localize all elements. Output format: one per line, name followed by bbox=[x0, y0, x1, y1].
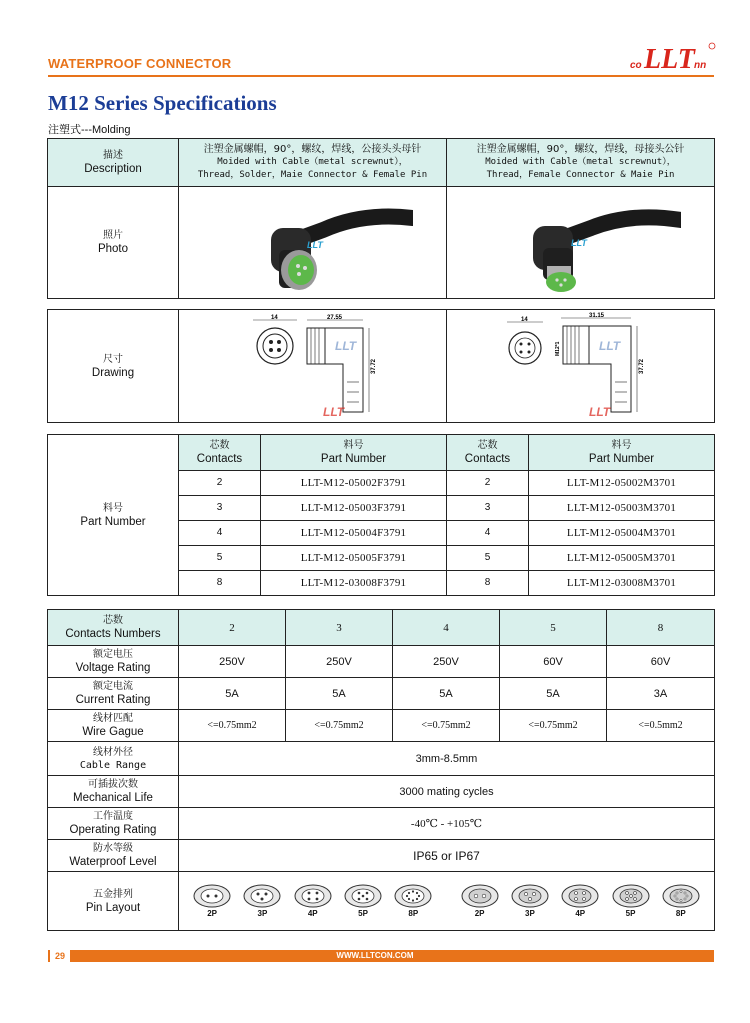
spec-value: <=0.75mm2 bbox=[500, 710, 607, 742]
svg-text:14: 14 bbox=[270, 315, 278, 321]
header-divider bbox=[48, 75, 714, 77]
spec-row-pins bbox=[48, 872, 715, 931]
brand-logo bbox=[628, 38, 718, 74]
contacts-cell: 2 bbox=[179, 471, 261, 496]
svg-text:27.55: 27.55 bbox=[326, 315, 342, 321]
part-number-cell: LLT-M12-03008M3701 bbox=[529, 571, 715, 596]
drawing-male bbox=[447, 310, 715, 423]
part-number-table bbox=[47, 434, 715, 596]
svg-text:co: co bbox=[630, 60, 642, 71]
spec-value: 5A bbox=[500, 678, 607, 710]
part-number-label: 料号 Part Number bbox=[48, 435, 179, 596]
spec-label: 五金排列 Pin Layout bbox=[48, 872, 179, 931]
spec-row-waterproof bbox=[48, 840, 715, 872]
part-number-cell: LLT-M12-05004M3701 bbox=[529, 521, 715, 546]
contacts-cell: 2 bbox=[447, 471, 529, 496]
spec-value: 3A bbox=[607, 678, 715, 710]
contacts-cell: 5 bbox=[447, 546, 529, 571]
part-number-cell: LLT-M12-05005M3701 bbox=[529, 546, 715, 571]
spec-label: 额定电流 Current Rating bbox=[48, 678, 179, 710]
spec-value: 5A bbox=[179, 678, 286, 710]
spec-label: 可插拔次数 Mechanical Life bbox=[48, 776, 179, 808]
part-number-cell: LLT-M12-05002F3791 bbox=[261, 471, 447, 496]
description-label: 描述 Description bbox=[48, 139, 179, 187]
page-title: M12 Series Specifications bbox=[48, 91, 277, 115]
spec-value: 5A bbox=[286, 678, 393, 710]
part-number-cell: LLT-M12-05002M3701 bbox=[529, 471, 715, 496]
spec-row-temp bbox=[48, 808, 715, 840]
pin-layout-item: 4P bbox=[558, 883, 602, 919]
svg-text:LLT: LLT bbox=[306, 239, 323, 250]
pn-header-right: 料号 Part Number bbox=[529, 435, 715, 471]
spec-value: 250V bbox=[179, 646, 286, 678]
drawing-table bbox=[47, 309, 715, 423]
pin-layout-item: 5P bbox=[341, 883, 385, 919]
spec-label: 线材匹配 Wire Gague bbox=[48, 710, 179, 742]
part-number-cell: LLT-M12-05004F3791 bbox=[261, 521, 447, 546]
contacts-cell: 5 bbox=[179, 546, 261, 571]
spec-row-life bbox=[48, 776, 715, 808]
svg-text:LLT: LLT bbox=[588, 405, 610, 419]
spec-value: <=0.75mm2 bbox=[286, 710, 393, 742]
svg-text:37.72: 37.72 bbox=[638, 358, 645, 374]
spec-label: 防水等级 Waterproof Level bbox=[48, 840, 179, 872]
spec-value: 250V bbox=[393, 646, 500, 678]
part-number-cell: LLT-M12-05003F3791 bbox=[261, 496, 447, 521]
drawing-female bbox=[179, 310, 447, 423]
spec-value: IP65 or IP67 bbox=[179, 840, 715, 872]
pin-layout-item: 2P bbox=[190, 883, 234, 919]
photo-male-connector bbox=[447, 187, 715, 299]
spec-row-current bbox=[48, 678, 715, 710]
spec-row-wire bbox=[48, 710, 715, 742]
pn-header-left: 料号 Part Number bbox=[261, 435, 447, 471]
part-number-cell: LLT-M12-03008F3791 bbox=[261, 571, 447, 596]
spec-label: 工作温度 Operating Rating bbox=[48, 808, 179, 840]
svg-text:LLT: LLT bbox=[644, 44, 695, 74]
part-number-cell: LLT-M12-05005F3791 bbox=[261, 546, 447, 571]
contacts-cell: 3 bbox=[447, 496, 529, 521]
photo-female-connector bbox=[179, 187, 447, 299]
section-title: WATERPROOF CONNECTOR bbox=[48, 56, 232, 71]
contacts-cell: 4 bbox=[179, 521, 261, 546]
contacts-cell: 8 bbox=[179, 571, 261, 596]
pin-layout-female bbox=[179, 883, 447, 919]
svg-text:nn: nn bbox=[694, 60, 707, 71]
spec-row-cable bbox=[48, 742, 715, 776]
spec-label: 芯数 Contacts Numbers bbox=[48, 610, 179, 646]
contacts-header-right: 芯数 Contacts bbox=[447, 435, 529, 471]
spec-value: 3000 mating cycles bbox=[179, 776, 715, 808]
svg-text:LLT: LLT bbox=[322, 405, 344, 419]
svg-text:LLT: LLT bbox=[334, 339, 356, 353]
pin-layout-item: 4P bbox=[291, 883, 335, 919]
spec-value: 5 bbox=[500, 610, 607, 646]
pin-layout-cell bbox=[179, 872, 715, 931]
description-right: 注塑金属螺帽，90°，螺纹，焊线，母接头公针 Moided with Cable（metal screwnut）， Thread，Female Connector & Maie Pin bbox=[447, 139, 715, 187]
spec-value: 250V bbox=[286, 646, 393, 678]
footer-url[interactable]: WWW.LLTCON.COM bbox=[336, 951, 414, 960]
contacts-cell: 8 bbox=[447, 571, 529, 596]
pin-layout-item: 8P bbox=[391, 883, 435, 919]
spec-row-contacts bbox=[48, 610, 715, 646]
photo-label: 照片 Photo bbox=[48, 187, 179, 299]
description-left: 注塑金属螺帽，90°，螺纹，焊线，公接头头母针 Moided with Cable（metal screwnut）， Thread，Solder，Maie Connector & Female Pin bbox=[179, 139, 447, 187]
spec-value: 4 bbox=[393, 610, 500, 646]
svg-text:LLT: LLT bbox=[598, 339, 620, 353]
spec-value: 3mm-8.5mm bbox=[179, 742, 715, 776]
contacts-cell: 3 bbox=[179, 496, 261, 521]
description-table bbox=[47, 138, 715, 299]
svg-text:14: 14 bbox=[520, 317, 528, 323]
pin-layout-item: 2P bbox=[458, 883, 502, 919]
contacts-cell: 4 bbox=[447, 521, 529, 546]
svg-text:37.72: 37.72 bbox=[370, 358, 377, 374]
svg-text:31.15: 31.15 bbox=[588, 313, 604, 319]
spec-label: 额定电压 Voltage Rating bbox=[48, 646, 179, 678]
page-number: 29 bbox=[50, 950, 70, 962]
spec-value: <=0.75mm2 bbox=[179, 710, 286, 742]
spec-value: 3 bbox=[286, 610, 393, 646]
pin-layout-male bbox=[447, 883, 715, 919]
spec-value: 5A bbox=[393, 678, 500, 710]
spec-label: 线材外径 Cable Range bbox=[48, 742, 179, 776]
svg-text:LLT: LLT bbox=[570, 237, 587, 248]
spec-value: <=0.75mm2 bbox=[393, 710, 500, 742]
contacts-header-left: 芯数 Contacts bbox=[179, 435, 261, 471]
pin-layout-item: 3P bbox=[508, 883, 552, 919]
spec-value: 8 bbox=[607, 610, 715, 646]
drawing-label: 尺寸 Drawing bbox=[48, 310, 179, 423]
pin-layout-item: 5P bbox=[609, 883, 653, 919]
spec-value: 60V bbox=[607, 646, 715, 678]
spec-value: 2 bbox=[179, 610, 286, 646]
specs-table bbox=[47, 609, 715, 931]
spec-value: <=0.5mm2 bbox=[607, 710, 715, 742]
part-number-cell: LLT-M12-05003M3701 bbox=[529, 496, 715, 521]
pin-layout-item: 8P bbox=[659, 883, 703, 919]
molding-subtitle: 注塑式---Molding bbox=[48, 124, 131, 136]
svg-text:M12*1: M12*1 bbox=[554, 341, 561, 356]
spec-value: 60V bbox=[500, 646, 607, 678]
spec-row-voltage bbox=[48, 646, 715, 678]
spec-value: -40℃ - +105℃ bbox=[179, 808, 715, 840]
pin-layout-item: 3P bbox=[240, 883, 284, 919]
